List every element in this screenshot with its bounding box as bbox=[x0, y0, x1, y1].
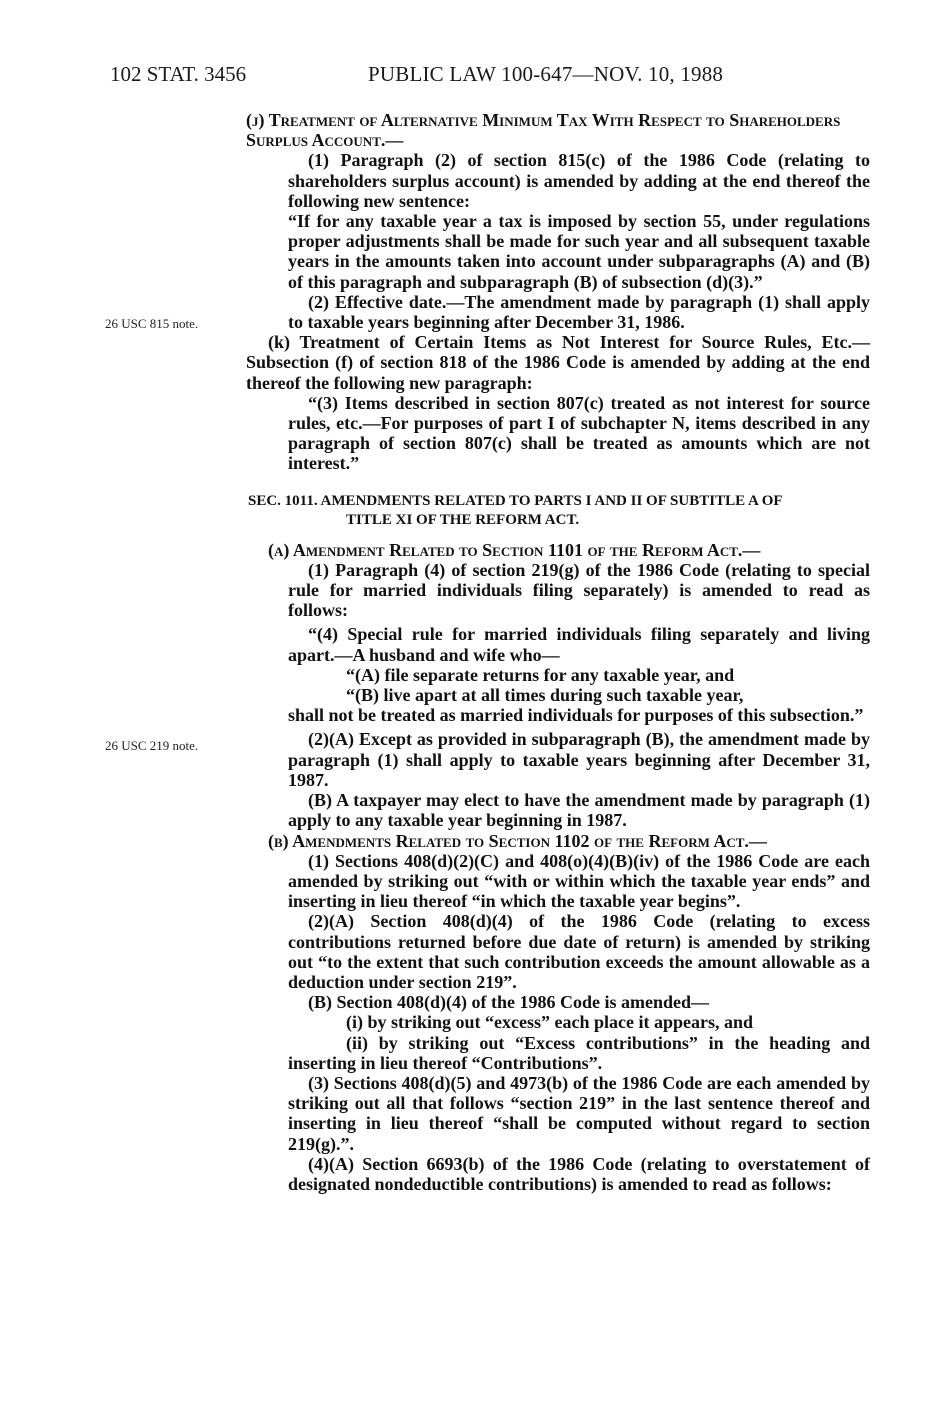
subsection-k: (k) Treatment of Certain Items as Not Interest for Source Rules, Etc.—Subsection (f) of section 818 of the 1986 Code is amended by adding at the end thereof the following new paragraph: bbox=[246, 332, 870, 393]
section-1011-heading bbox=[246, 492, 870, 530]
quoted-paragraph-a-4: “(4) Special rule for married individuals filing separately and living apart.—A husband and wife who— bbox=[288, 624, 870, 665]
page-header-public-law: PUBLIC LAW 100-647—NOV. 10, 1988 bbox=[368, 62, 724, 86]
paragraph-a-2B: (B) A taxpayer may elect to have the amendment made by paragraph (1) apply to any taxable year beginning in 1987. bbox=[288, 790, 870, 831]
paragraph-j-1: (1) Paragraph (2) of section 815(c) of the 1986 Code (relating to shareholders surplus account) is amended by adding at the end thereof the following new sentence: bbox=[288, 150, 870, 211]
margin-note-219: 26 USC 219 note. bbox=[105, 738, 199, 753]
clause-b-2B-ii: (ii) by striking out “Excess contributions” in the heading and inserting in lieu thereof “Contributions”. bbox=[288, 1032, 870, 1073]
paragraph-b-4A: (4)(A) Section 6693(b) of the 1986 Code (relating to overstatement of designated nondeductible contributions) is amended to read as follows: bbox=[288, 1153, 870, 1194]
page-header-stat-citation: 102 STAT. 3456 bbox=[110, 62, 247, 86]
clause-b-2B-i: (i) by striking out “excess” each place it appears, and bbox=[346, 1012, 753, 1033]
quoted-subparagraph-a-A: “(A) file separate returns for any taxable year, and bbox=[346, 664, 735, 685]
quoted-sentence-j: “If for any taxable year a tax is imposed by section 55, under regulations proper adjustments shall be made for such year and all subsequent taxable years in the amounts taken into account under subparagraphs (A) and (B) of this paragraph and subparagraph (B) of subsection (d)(3).” bbox=[288, 211, 870, 292]
paragraph-b-1: (1) Sections 408(d)(2)(C) and 408(o)(4)(B)(iv) of the 1986 Code are each amended by striking out “with or within which the taxable year ends” and inserting in lieu thereof “in which the taxable year begins”. bbox=[288, 850, 870, 912]
section-1011-heading-line2: TITLE XI OF THE REFORM ACT. bbox=[346, 511, 580, 528]
paragraph-a-2A: (2)(A) Except as provided in subparagraph (B), the amendment made by paragraph (1) shall apply to taxable years beginning after December 31, 1987. bbox=[288, 729, 870, 790]
section-1011-heading-line1: SEC. 1011. AMENDMENTS RELATED TO PARTS I AND II OF SUBTITLE A OF bbox=[248, 492, 783, 509]
margin-note-815: 26 USC 815 note. bbox=[105, 316, 199, 331]
quoted-subparagraph-a-B: “(B) live apart at all times during such taxable year, bbox=[346, 685, 744, 706]
quoted-paragraph-a-end: shall not be treated as married individuals for purposes of this subsection.” bbox=[288, 705, 864, 726]
subsection-heading-a: (a) Amendment Related to Section 1101 of the Reform Act.— bbox=[268, 539, 761, 560]
paragraph-b-2B: (B) Section 408(d)(4) of the 1986 Code is amended— bbox=[308, 992, 709, 1013]
document-body bbox=[246, 110, 870, 1194]
paragraph-j-2-effective-date: (2) Effective date.—The amendment made by paragraph (1) shall apply to taxable years beginning after December 31, 1986. bbox=[288, 291, 870, 333]
quoted-paragraph-k-3: “(3) Items described in section 807(c) treated as not interest for source rules, etc.—For purposes of part I of subchapter N, items described in any paragraph of section 807(c) shall be treated as amounts which are not interest.” bbox=[288, 392, 870, 474]
paragraph-b-2A: (2)(A) Section 408(d)(4) of the 1986 Code (relating to excess contributions returned before due date of return) is amended by striking out “to the extent that such contribution exceeds the amount allowable as a deduction under section 219”. bbox=[288, 911, 870, 992]
subsection-heading-j: (j) Treatment of Alternative Minimum Tax With Respect to Shareholders Surplus Account.— bbox=[246, 110, 841, 151]
paragraph-a-1: (1) Paragraph (4) of section 219(g) of the 1986 Code (relating to special rule for married individuals filing separately) is amended to read as follows: bbox=[288, 559, 870, 621]
subsection-heading-b: (b) Amendments Related to Section 1102 of the Reform Act.— bbox=[268, 830, 767, 851]
paragraph-b-3: (3) Sections 408(d)(5) and 4973(b) of the 1986 Code are each amended by striking out all that follows “section 219” in the last sentence thereof and inserting in lieu thereof “shall be computed without regard to section 219(g).”. bbox=[288, 1072, 870, 1154]
